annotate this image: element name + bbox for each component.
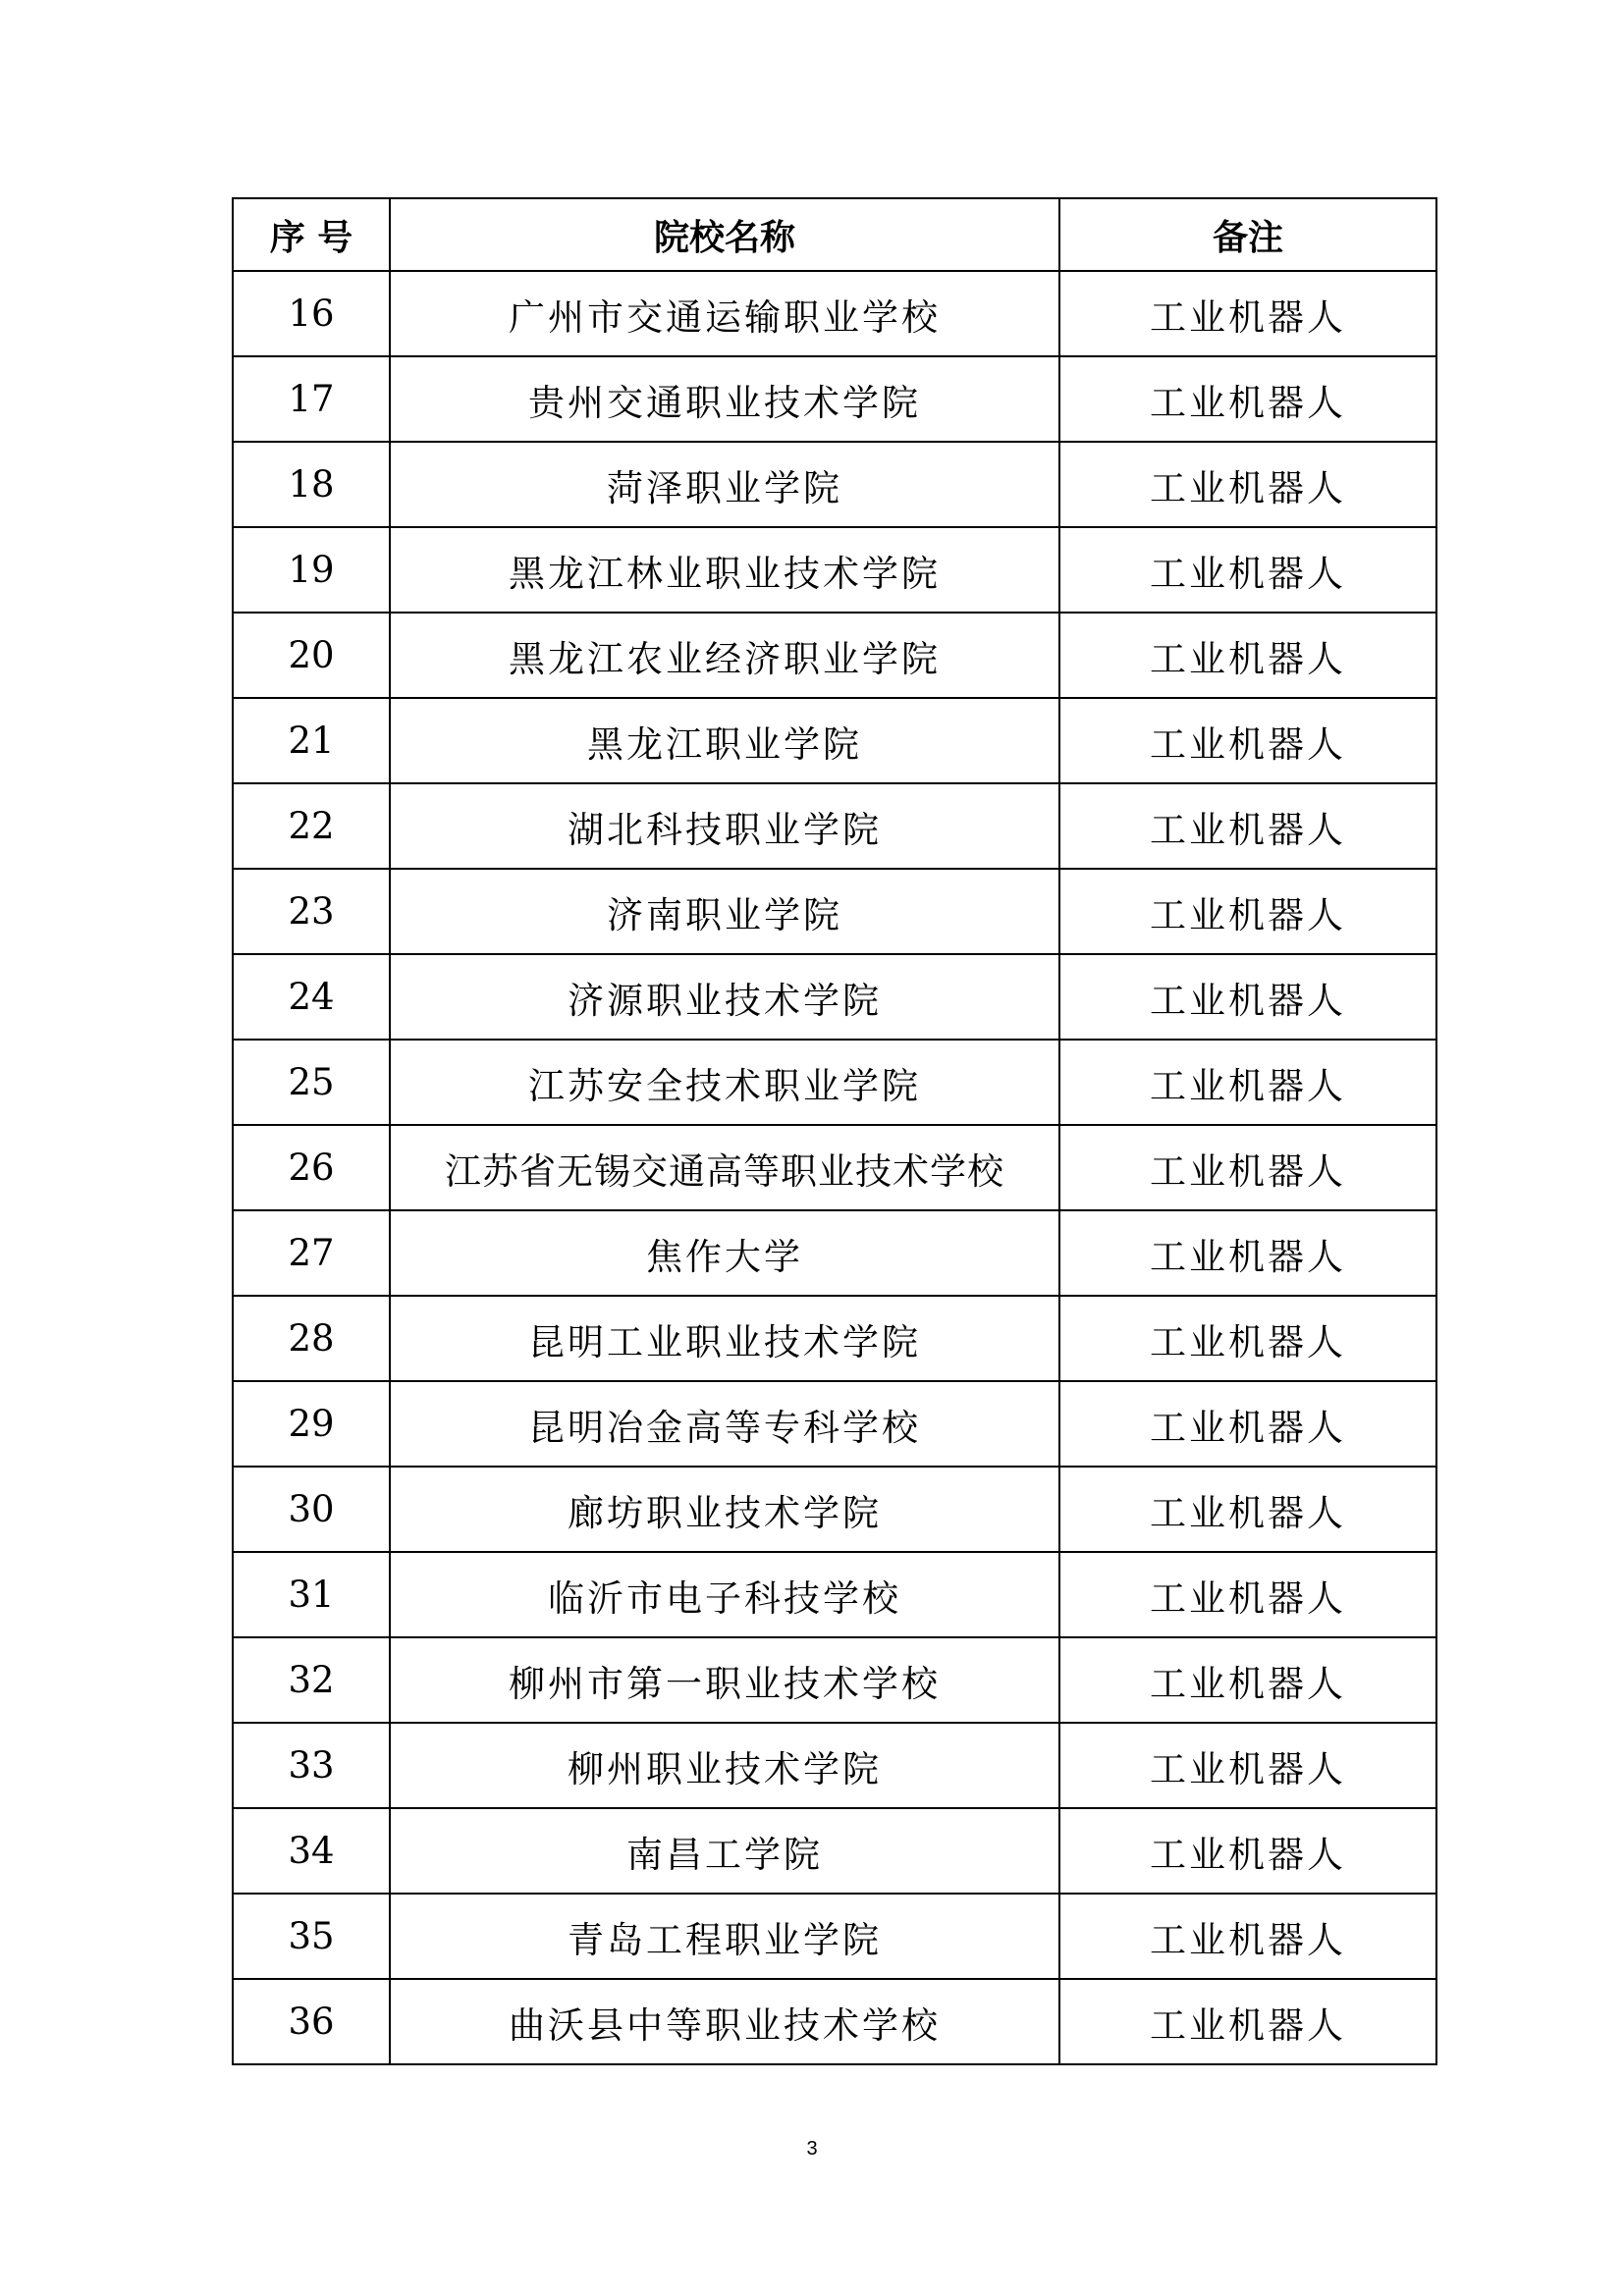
- cell-seq: 17: [233, 356, 390, 442]
- cell-seq: 31: [233, 1552, 390, 1637]
- table-row: [233, 1894, 1436, 1979]
- header-seq: 序 号: [233, 198, 390, 271]
- cell-note: 工业机器人: [1059, 1979, 1436, 2064]
- cell-note: 工业机器人: [1059, 613, 1436, 698]
- table-row: [233, 869, 1436, 954]
- table-row: [233, 1723, 1436, 1808]
- cell-school-name: 廊坊职业技术学院: [390, 1467, 1059, 1552]
- table-row: [233, 698, 1436, 783]
- table-row: [233, 356, 1436, 442]
- cell-seq: 27: [233, 1210, 390, 1296]
- cell-note: 工业机器人: [1059, 869, 1436, 954]
- cell-note: 工业机器人: [1059, 271, 1436, 356]
- header-note: 备注: [1059, 198, 1436, 271]
- cell-note: 工业机器人: [1059, 1552, 1436, 1637]
- cell-note: 工业机器人: [1059, 442, 1436, 527]
- cell-seq: 24: [233, 954, 390, 1040]
- table-row: [233, 1296, 1436, 1381]
- cell-note: 工业机器人: [1059, 1381, 1436, 1467]
- page-number: 3: [806, 2138, 818, 2160]
- cell-school-name: 柳州职业技术学院: [390, 1723, 1059, 1808]
- cell-seq: 25: [233, 1040, 390, 1125]
- table-row: [233, 1979, 1436, 2064]
- cell-school-name: 焦作大学: [390, 1210, 1059, 1296]
- cell-note: 工业机器人: [1059, 527, 1436, 613]
- table-row: [233, 271, 1436, 356]
- table-row: [233, 1040, 1436, 1125]
- cell-school-name: 昆明冶金高等专科学校: [390, 1381, 1059, 1467]
- cell-note: 工业机器人: [1059, 1467, 1436, 1552]
- table-row: [233, 1808, 1436, 1894]
- cell-seq: 16: [233, 271, 390, 356]
- cell-school-name: 临沂市电子科技学校: [390, 1552, 1059, 1637]
- cell-note: 工业机器人: [1059, 1296, 1436, 1381]
- cell-note: 工业机器人: [1059, 1125, 1436, 1210]
- cell-seq: 29: [233, 1381, 390, 1467]
- cell-note: 工业机器人: [1059, 954, 1436, 1040]
- cell-seq: 18: [233, 442, 390, 527]
- table-row: [233, 1637, 1436, 1723]
- table-row: [233, 527, 1436, 613]
- cell-school-name: 昆明工业职业技术学院: [390, 1296, 1059, 1381]
- table-body: [233, 271, 1436, 2064]
- cell-school-name: 黑龙江农业经济职业学院: [390, 613, 1059, 698]
- cell-seq: 20: [233, 613, 390, 698]
- table-row: [233, 1552, 1436, 1637]
- cell-school-name: 曲沃县中等职业技术学校: [390, 1979, 1059, 2064]
- cell-school-name: 江苏安全技术职业学院: [390, 1040, 1059, 1125]
- cell-school-name: 广州市交通运输职业学校: [390, 271, 1059, 356]
- cell-note: 工业机器人: [1059, 356, 1436, 442]
- cell-school-name: 济源职业技术学院: [390, 954, 1059, 1040]
- cell-school-name: 江苏省无锡交通高等职业技术学校: [390, 1125, 1059, 1210]
- cell-school-name: 黑龙江林业职业技术学院: [390, 527, 1059, 613]
- cell-seq: 26: [233, 1125, 390, 1210]
- table-row: [233, 1381, 1436, 1467]
- table-row: [233, 1125, 1436, 1210]
- table-row: [233, 613, 1436, 698]
- school-list-table: [232, 197, 1437, 2065]
- cell-note: 工业机器人: [1059, 1040, 1436, 1125]
- cell-seq: 21: [233, 698, 390, 783]
- table-header-row: [233, 198, 1436, 271]
- cell-seq: 35: [233, 1894, 390, 1979]
- cell-school-name: 菏泽职业学院: [390, 442, 1059, 527]
- cell-school-name: 贵州交通职业技术学院: [390, 356, 1059, 442]
- cell-seq: 32: [233, 1637, 390, 1723]
- cell-school-name: 柳州市第一职业技术学校: [390, 1637, 1059, 1723]
- cell-school-name: 湖北科技职业学院: [390, 783, 1059, 869]
- cell-note: 工业机器人: [1059, 1808, 1436, 1894]
- cell-seq: 23: [233, 869, 390, 954]
- cell-school-name: 南昌工学院: [390, 1808, 1059, 1894]
- cell-note: 工业机器人: [1059, 698, 1436, 783]
- cell-seq: 36: [233, 1979, 390, 2064]
- cell-note: 工业机器人: [1059, 783, 1436, 869]
- table-row: [233, 442, 1436, 527]
- cell-school-name: 济南职业学院: [390, 869, 1059, 954]
- cell-note: 工业机器人: [1059, 1210, 1436, 1296]
- table-row: [233, 1210, 1436, 1296]
- table-row: [233, 1467, 1436, 1552]
- cell-seq: 28: [233, 1296, 390, 1381]
- cell-note: 工业机器人: [1059, 1894, 1436, 1979]
- cell-note: 工业机器人: [1059, 1723, 1436, 1808]
- cell-seq: 33: [233, 1723, 390, 1808]
- cell-seq: 19: [233, 527, 390, 613]
- cell-seq: 34: [233, 1808, 390, 1894]
- header-school-name: 院校名称: [390, 198, 1059, 271]
- table-row: [233, 783, 1436, 869]
- cell-school-name: 青岛工程职业学院: [390, 1894, 1059, 1979]
- table-row: [233, 954, 1436, 1040]
- cell-seq: 30: [233, 1467, 390, 1552]
- cell-note: 工业机器人: [1059, 1637, 1436, 1723]
- cell-school-name: 黑龙江职业学院: [390, 698, 1059, 783]
- cell-seq: 22: [233, 783, 390, 869]
